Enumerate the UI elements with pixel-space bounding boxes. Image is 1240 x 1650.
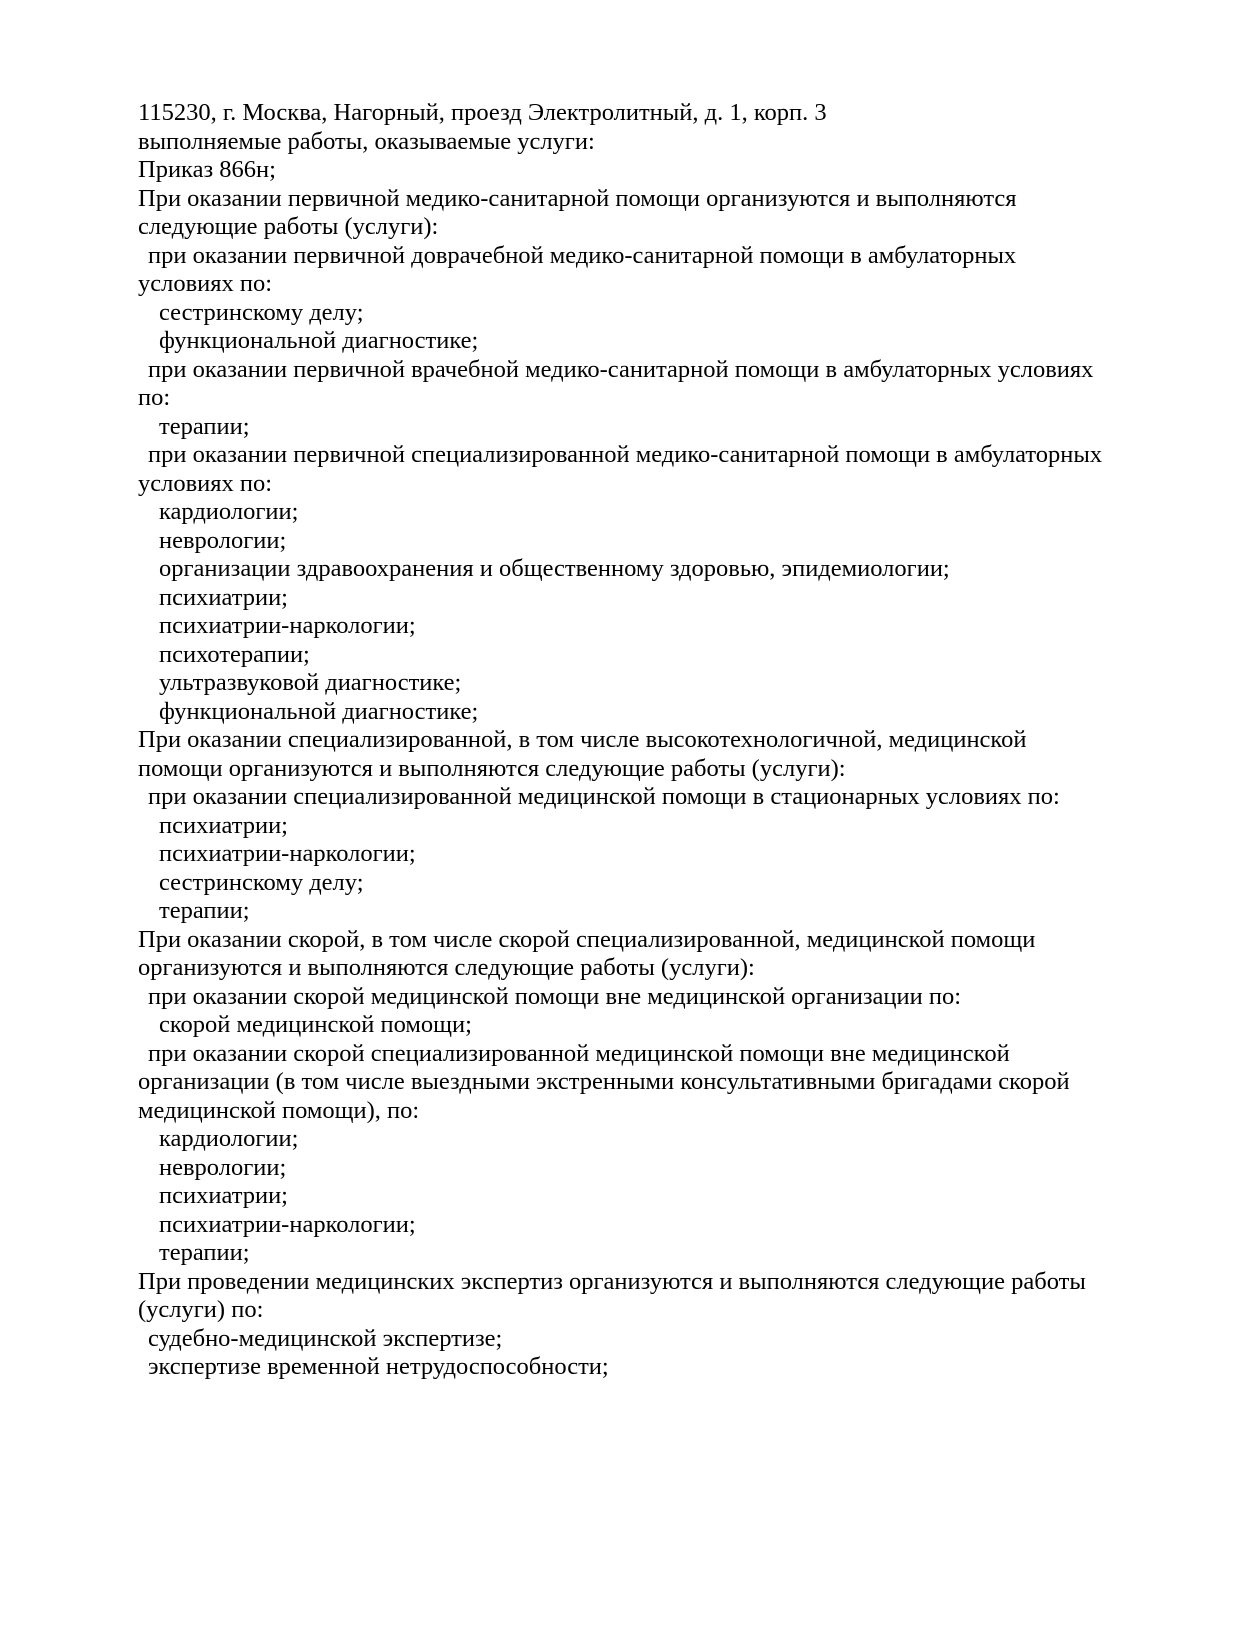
document-paragraph: терапии; <box>159 897 250 924</box>
document-paragraph: при оказании первичной доврачебной медико-санитарной помощи в амбулаторных условиях по: <box>138 241 1017 297</box>
document-paragraph: неврологии; <box>159 526 287 554</box>
document-paragraph: 115230, г. Москва, Нагорный, проезд Электролитный, д. 1, корп. 3 <box>138 99 827 126</box>
document-paragraph: скорой медицинской помощи; <box>159 1011 472 1038</box>
document-paragraph: экспертизе временной нетрудоспособности; <box>148 1353 609 1380</box>
document-paragraph: кардиологии; <box>159 1125 299 1152</box>
document-paragraph: организации здравоохранения и общественному здоровью, эпидемиологии; <box>159 555 950 582</box>
document-paragraph: При оказании скорой, в том числе скорой специализированной, медицинской помощи организуются и выполняются следующие работы (услуги): <box>138 925 1036 981</box>
document-paragraph: При проведении медицинских экспертиз организуются и выполняются следующие работы (услуги) по: <box>138 1267 1086 1323</box>
document-paragraph: При оказании первичной медико-санитарной помощи организуются и выполняются следующие работы (услуги): <box>138 184 1017 240</box>
document-paragraph: психиатрии-наркологии; <box>159 612 416 639</box>
document-paragraph: судебно-медицинской экспертизе; <box>148 1324 503 1352</box>
document-paragraph: сестринскому делу; <box>159 868 364 896</box>
document-paragraph: ультразвуковой диагностике; <box>159 669 462 696</box>
document-paragraph: Приказ 866н; <box>138 156 276 183</box>
document-paragraph: кардиологии; <box>159 498 299 525</box>
document-paragraph: При оказании специализированной, в том числе высокотехнологичной, медицинской помощи организуются и выполняются следующие работы (услуги): <box>138 726 1027 782</box>
document-paragraph: психотерапии; <box>159 640 310 668</box>
document-paragraph: при оказании специализированной медицинской помощи в стационарных условиях по: <box>148 783 1060 810</box>
document-paragraph: выполняемые работы, оказываемые услуги: <box>138 127 595 155</box>
document-text <box>138 99 1108 1382</box>
document-paragraph: при оказании скорой специализированной медицинской помощи вне медицинской организации (в том числе выездными экстренными консультативными бригадами скорой медицинской помощи), по: <box>138 1039 1070 1124</box>
document-paragraph: психиатрии-наркологии; <box>159 840 416 867</box>
document-paragraph: функциональной диагностике; <box>159 697 479 725</box>
document-paragraph: сестринскому делу; <box>159 298 364 326</box>
document-paragraph: психиатрии; <box>159 811 288 839</box>
document-paragraph: функциональной диагностике; <box>159 327 479 354</box>
document-paragraph: при оказании первичной врачебной медико-санитарной помощи в амбулаторных условиях по: <box>138 355 1094 411</box>
document-paragraph: неврологии; <box>159 1153 287 1181</box>
document-paragraph: при оказании первичной специализированной медико-санитарной помощи в амбулаторных условиях по: <box>138 441 1103 497</box>
document-paragraph: терапии; <box>159 1239 250 1266</box>
document-paragraph: при оказании скорой медицинской помощи вне медицинской организации по: <box>148 982 962 1010</box>
document-paragraph: психиатрии; <box>159 1182 288 1209</box>
document-paragraph: психиатрии-наркологии; <box>159 1210 416 1238</box>
document-paragraph: психиатрии; <box>159 583 288 611</box>
document-paragraph: терапии; <box>159 412 250 440</box>
